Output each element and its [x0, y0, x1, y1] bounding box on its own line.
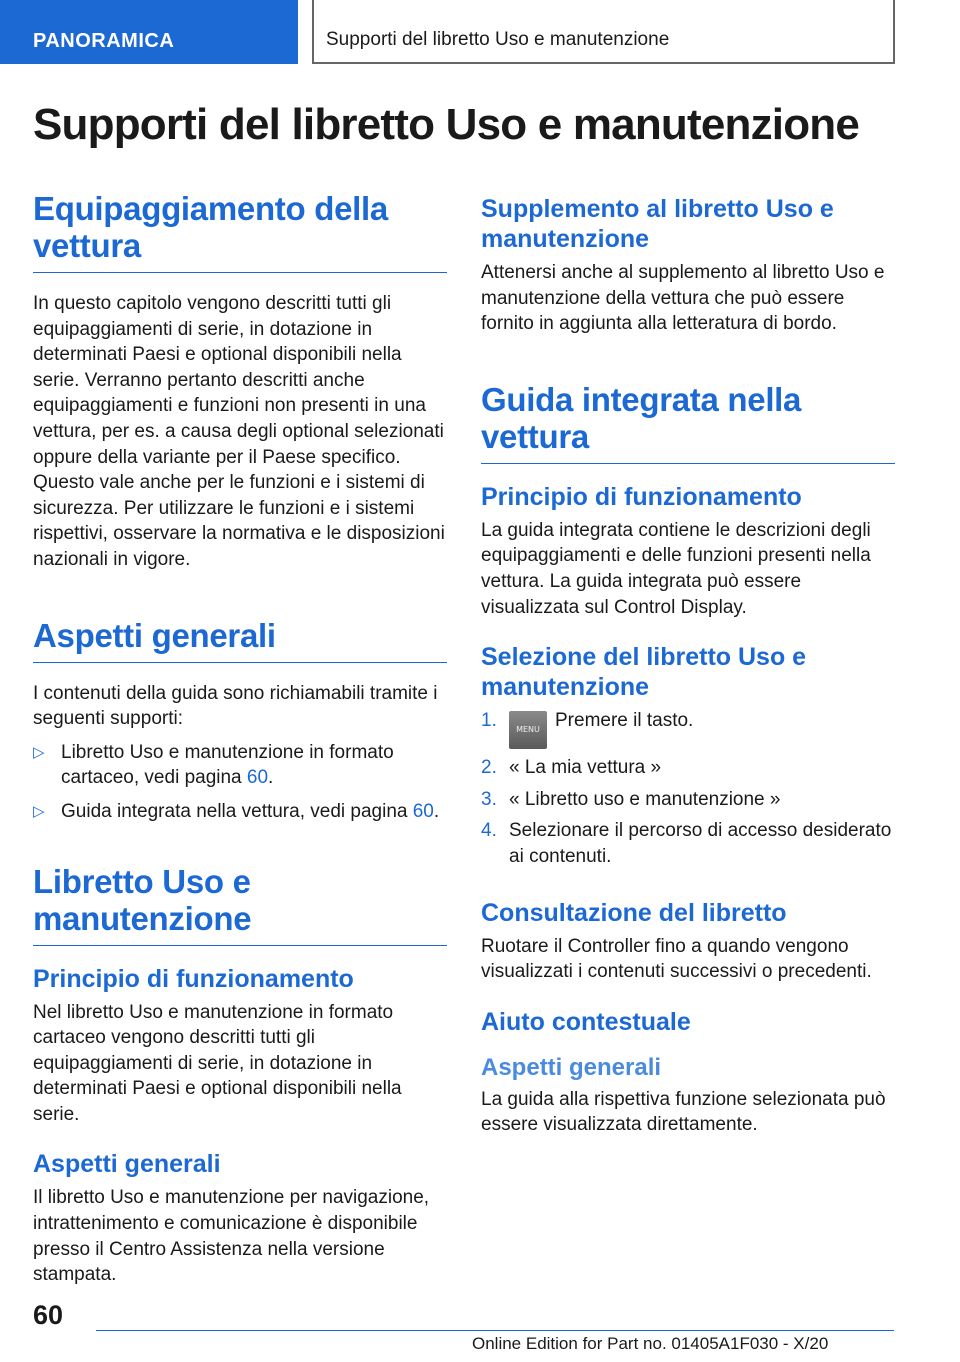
list-item: ▷ Guida integrata nella vettura, vedi pagina 60.: [33, 799, 447, 825]
heading-supplemento: Supplemento al libretto Uso e manutenzione: [481, 195, 834, 253]
heading-aiuto-contestuale: Aiuto contestuale: [481, 1007, 691, 1036]
paragraph-supplemento: Attenersi anche al supplemento al libretto Uso e manutenzione della vettura che può essere fornito in aggiunta alla letteratura di bordo.: [481, 262, 885, 335]
menu-button-icon: MENU: [509, 711, 547, 749]
list-item: 2. « La mia vettura »: [481, 757, 662, 779]
right-column: [481, 194, 895, 1138]
footer-divider: [96, 1330, 894, 1331]
support-list: [33, 740, 447, 825]
paragraph-aspetti-generali: I contenuti della guida sono richiamabili tramite i seguenti supporti:: [33, 682, 438, 730]
left-column: [33, 190, 447, 1288]
triangle-bullet-icon: ▷: [33, 802, 45, 820]
steps-list: [481, 708, 895, 869]
heading-consultazione: Consultazione del libretto: [481, 898, 787, 927]
heading-equipaggiamento: Equipaggiamento della vettura: [33, 190, 447, 273]
triangle-bullet-icon: ▷: [33, 743, 45, 761]
paragraph-consultazione: Ruotare il Controller fino a quando vengono visualizzati i contenuti successivi o precedenti.: [481, 935, 872, 983]
heading-principio-funzionamento: Principio di funzionamento: [33, 964, 354, 993]
page-title: Supporti del libretto Uso e manutenzione: [33, 100, 860, 149]
section-tab[interactable]: [0, 0, 298, 64]
list-item: ▷ Libretto Uso e manutenzione in formato cartaceo, vedi pagina 60.: [33, 741, 394, 789]
chapter-header-label: Supporti del libretto Uso e manutenzione: [326, 29, 670, 50]
heading-aspetti-generali-libretto: Aspetti generali: [33, 1150, 221, 1179]
list-item: 4. Selezionare il percorso di accesso desiderato ai contenuti.: [481, 820, 892, 867]
heading-aspetti-generali-aiuto: Aspetti generali: [481, 1053, 662, 1081]
heading-selezione: Selezione del libretto Uso e manutenzione: [481, 643, 807, 702]
list-item: 1. MENU Premere il tasto.: [481, 708, 895, 749]
heading-principio-guida: Principio di funzionamento: [481, 482, 802, 511]
page-link[interactable]: 60: [246, 767, 269, 789]
paragraph-equipaggiamento: In questo capitolo vengono descritti tutti gli equipaggiamenti di serie, in dotazione in determinati Paesi e optional disponibili nella serie. Verranno pertanto descritti anche equipaggiamenti e funzioni non presenti in una vettura, per es. a causa degli optional selezionati oppure della variante per il Paese specifico. Questo vale anche per le funzioni e i sistemi di sicurezza. Per utilizzare le funzioni e i sistemi rispettivi, osservare la normativa e le disposizioni nazionali in vigore.: [33, 293, 445, 570]
footer-edition: Online Edition for Part no. 01405A1F030 - X/20: [472, 1334, 829, 1353]
list-item: 3. « Libretto uso e manutenzione »: [481, 788, 781, 810]
heading-libretto: Libretto Uso e manutenzione: [33, 863, 447, 946]
page-number: 60: [33, 1300, 64, 1330]
heading-guida-integrata: Guida integrata nella vettura: [481, 381, 895, 464]
chapter-header: [312, 0, 895, 64]
paragraph-principio-funzionamento: Nel libretto Uso e manutenzione in formato cartaceo vengono descritti tutti gli equipaggiamenti di serie, in dotazione in determinati Paesi e optional disponibili nella serie.: [33, 1001, 402, 1125]
heading-aspetti-generali: Aspetti generali: [33, 617, 447, 663]
section-tab-label: PANORAMICA: [33, 30, 175, 52]
page-link[interactable]: 60: [412, 800, 434, 822]
paragraph-principio-guida: La guida integrata contiene le descrizioni degli equipaggiamenti e delle funzioni presenti nella vettura. La guida integrata può essere visualizzata sul Control Display.: [481, 519, 871, 618]
paragraph-aspetti-generali-libretto: Il libretto Uso e manutenzione per navigazione, intrattenimento e comunicazione è disponibile presso il Centro Assistenza nella versione stampata.: [33, 1187, 430, 1286]
paragraph-aiuto-contestuale: La guida alla rispettiva funzione selezionata può essere visualizzata direttamente.: [481, 1088, 886, 1136]
